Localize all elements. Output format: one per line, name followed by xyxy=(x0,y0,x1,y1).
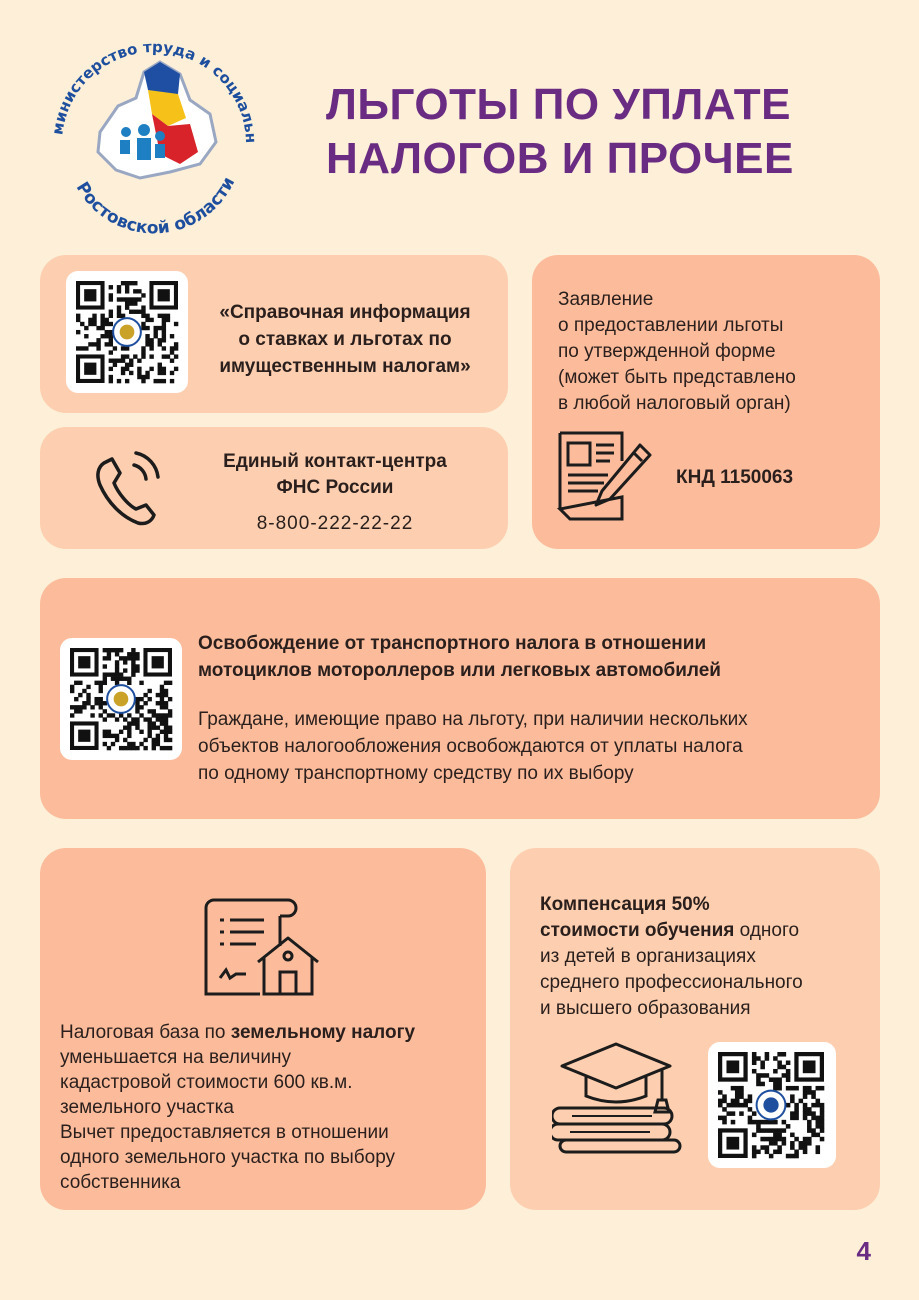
education-text: Компенсация 50% стоимости обучения одного из детей в организациях среднего профессионального и высшего образования xyxy=(540,894,803,1019)
transport-tax-card xyxy=(40,578,880,819)
graduation-books-icon xyxy=(552,1036,688,1156)
page-title xyxy=(326,78,886,186)
page-title-line1: ЛЬГОТЫ ПО УПЛАТЕ xyxy=(326,80,792,129)
page-number: 4 xyxy=(856,1236,871,1266)
contract-house-icon xyxy=(200,892,326,1002)
reference-info-card xyxy=(40,255,508,413)
qr-code-icon xyxy=(708,1042,836,1168)
qr-code-icon xyxy=(60,638,182,760)
contact-center-title: Единый контакт-центра ФНС России xyxy=(223,451,447,498)
logo-emblem-icon xyxy=(40,14,260,244)
education-qr-code[interactable] xyxy=(708,1042,836,1168)
svg-text:Ростовской области: Ростовской области xyxy=(71,173,240,239)
transport-tax-title: Освобождение от транспортного налога в отношении мотоциклов мотороллеров или легковых автомобилей xyxy=(198,633,721,681)
contact-center-card xyxy=(40,427,508,549)
education-card xyxy=(510,848,880,1210)
ministry-logo xyxy=(40,14,260,244)
document-pen-icon xyxy=(554,427,656,525)
phone-icon xyxy=(88,443,168,529)
land-tax-card xyxy=(40,848,486,1210)
land-tax-text: Налоговая база по земельному налогу уменьшается на величину кадастровой стоимости 600 кв.м. земельного участка Вычет предоставляется в отношении одного земельного участка по выбору собственника xyxy=(60,1022,416,1193)
knd-code: КНД 1150063 xyxy=(676,467,794,488)
contact-center-phone[interactable]: 8-800-222-22-22 xyxy=(256,513,414,534)
transport-tax-body: Граждане, имеющие право на льготу, при наличии нескольких объектов налогообложения освобождаются от уплаты налога по одному транспортному средству по их выбору xyxy=(198,709,748,784)
reference-qr-code[interactable] xyxy=(66,271,188,393)
application-card xyxy=(532,255,880,549)
page-title-line2: НАЛОГОВ И ПРОЧЕЕ xyxy=(326,134,794,183)
reference-info-text: «Справочная информация о ставках и льготах по имущественным налогам» xyxy=(219,302,471,377)
application-text: Заявление о предоставлении льготы по утвержденной форме (может быть представлено в любой налоговый орган) xyxy=(558,289,796,414)
qr-code-icon xyxy=(66,271,188,393)
svg-text:министерство труда и социально: министерство труда и социальн xyxy=(48,37,260,144)
transport-qr-code[interactable] xyxy=(60,638,182,760)
